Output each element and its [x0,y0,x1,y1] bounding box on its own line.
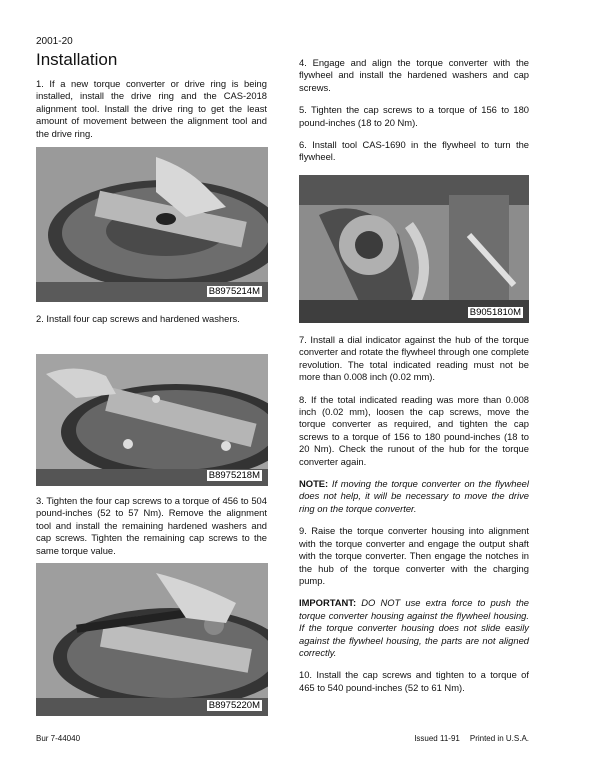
step-2: 2. Install four cap screws and hardened washers. [36,313,240,324]
doc-number: Bur 7-44040 [36,734,81,743]
issued-date: Issued 11-91 [414,734,460,743]
step-3: 3. Tighten the four cap screws to a torque of 456 to 504 pound-inches (52 to 57 Nm). Remove the alignment tool and install the remaining hardened washers and cap screws. Tighten the remaining cap screws to the same torque value. [36,495,267,556]
step-6: 6. Install tool CAS-1690 in the flywheel to turn the flywheel. [299,139,529,163]
photo-flywheel-tool [299,175,529,323]
section-title: Installation [36,50,118,69]
photo-torque-wrench [36,563,268,716]
printed-in: Printed in U.S.A. [469,734,529,743]
right-steps-top [299,57,529,174]
note [299,478,529,515]
important-text: DO NOT use extra force to push the torque converter housing against the flywheel housing. If the torque converter housing does not slide easily against the flywheel housing, the parts are not aligned correctly. [299,597,529,658]
footer-issue-info [404,734,529,743]
step-10: 10. Install the cap screws and tighten to a torque of 465 to 540 pound-inches (52 to 61 Nm). [299,669,529,693]
important [299,597,529,659]
figure-id: B9051810M [469,307,521,318]
right-steps-bottom [299,334,529,704]
step-5: 5. Tighten the cap screws to a torque of 156 to 180 pound-inches (18 to 20 Nm). [299,104,529,128]
figure-id: B8975214M [208,286,260,297]
step-7: 7. Install a dial indicator against the hub of the torque converter and rotate the flywheel through one complete revolution. The total indicated reading must not be more than 0.008 inch (0.02 mm). [299,334,529,383]
figure-id: B8975218M [208,470,260,481]
step-4: 4. Engage and align the torque converter with the flywheel and install the hardened washers and cap screws. [299,57,529,93]
step-2-text [36,313,267,335]
figure-id: B8975220M [208,700,260,711]
note-label: NOTE: [299,478,329,490]
important-label: IMPORTANT: [299,597,357,609]
photo-alignment-tool [36,147,268,302]
step-1-text [36,78,267,150]
page-code: 2001-20 [36,36,73,47]
note-text: If moving the torque converter on the flywheel does not help, it will be necessary to move the drive ring on the torque converter. [299,478,529,514]
step-8: 8. If the total indicated reading was more than 0.008 inch (0.02 mm), loosen the cap screws, move the torque converter as required, and tighten the cap screws to a torque of 156 to 180 pound-inches (18 to 20 Nm). Check the runout of the hub for the torque converter again. [299,393,529,467]
photo-cap-screws [36,354,268,486]
step-3-text [36,495,267,567]
step-9: 9. Raise the torque converter housing into alignment with the torque converter and engage the output shaft with the torque converter. Then engage the notches in the hub of the torque converter with the charging pump. [299,525,529,586]
step-1: 1. If a new torque converter or drive ring is being installed, install the drive ring and the CAS-2018 alignment tool. Install the drive ring to get the least amount of movement between the alignment tool and the drive ring. [36,78,267,139]
